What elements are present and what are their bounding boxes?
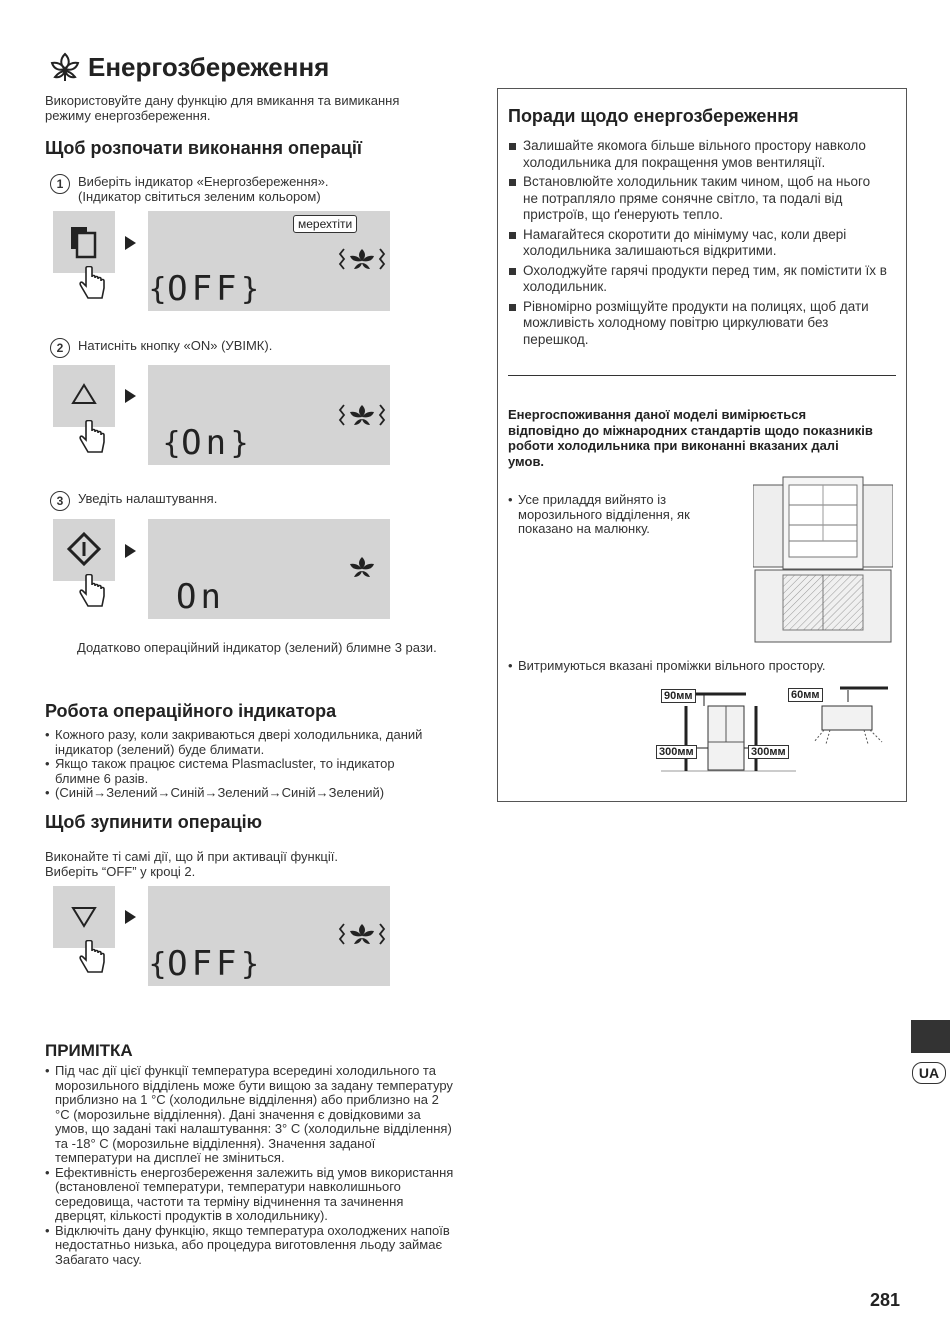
step-text: Натисніть кнопку «ON» (УВІМК). bbox=[78, 338, 273, 353]
list-item: Рівномірно розміщуйте продукти на полицях, щоб дати можливість холодному повітрю циркулювати без перешкод. bbox=[508, 299, 888, 349]
dim-right-label: 300мм bbox=[748, 745, 789, 759]
indicator-heading: Робота операційного індикатора bbox=[45, 701, 337, 721]
divider bbox=[508, 375, 896, 376]
hand-press-icon bbox=[78, 574, 108, 615]
step-text: Уведіть налаштування. bbox=[78, 491, 218, 506]
down-button[interactable] bbox=[53, 886, 115, 948]
stop-heading: Щоб зупинити операцію bbox=[45, 812, 263, 832]
list-item: Встановлюйте холодильник таким чином, щоб на нього не потрапляло пряме сонячне світло, та подалі від пристроїв, що ґенерують тепло. bbox=[508, 174, 888, 224]
consumption-text: Енергоспоживання даної моделі вимірюється відповідно до міжнародних стандартів щодо показників роботи холодильника при виконанні вказаних далі умов. bbox=[508, 407, 873, 469]
segment-readout bbox=[176, 577, 225, 617]
leaf-icon bbox=[48, 50, 82, 84]
tips-heading: Поради щодо енергозбереження bbox=[508, 106, 799, 126]
segment-readout: { OFF } bbox=[148, 944, 260, 984]
list-item: • Ефективність енергозбереження залежить від умов використання (встановленої температури, температури навколишнього середовища, частоти та терміну відчинення та зачинення дверцят, кількості продуктів в холодильнику). bbox=[45, 1166, 455, 1224]
hand-press-icon bbox=[78, 266, 108, 307]
list-item: • Відключіть дану функцію, якщо температура охолоджених напоїв недостатньо низька, або процедура виготовлення льоду займає Забагато часу. bbox=[45, 1224, 455, 1268]
up-triangle-icon bbox=[53, 365, 115, 427]
display-panel bbox=[148, 211, 390, 311]
leaf-icon bbox=[336, 399, 388, 433]
tips-box bbox=[497, 88, 907, 802]
segment-readout: { On } bbox=[162, 423, 250, 463]
step-2 bbox=[50, 338, 272, 358]
step-3 bbox=[50, 491, 217, 511]
hand-press-icon bbox=[78, 940, 108, 981]
section-tab bbox=[911, 1020, 950, 1053]
display-value: On bbox=[176, 577, 225, 617]
step3-note: Додатково операційний індикатор (зелений) блимне 3 рази. bbox=[77, 640, 437, 655]
note-heading: ПРИМІТКА bbox=[45, 1041, 133, 1060]
intro-text: Використовуйте дану функцію для вмикання та вимикання режиму енергозбереження. bbox=[45, 93, 400, 123]
step-number: 3 bbox=[50, 491, 70, 511]
list-item: Намагайтеся скоротити до мінімуму час, коли двері холодильника залишаються відкритими. bbox=[508, 227, 888, 260]
language-badge: UA bbox=[912, 1062, 946, 1084]
arrow-right-icon bbox=[125, 910, 136, 924]
display-panel bbox=[148, 519, 390, 619]
leaf-icon bbox=[336, 918, 388, 952]
list-item: Охолоджуйте гарячі продукти перед тим, як помістити їх в холодильник. bbox=[508, 263, 888, 296]
fridge-illustration bbox=[753, 475, 893, 645]
list-item: • Усе приладдя вийнято із морозильного відділення, як показано на малюнку. bbox=[508, 493, 718, 537]
step-1 bbox=[50, 174, 329, 204]
list-item: • Під час дії цієї функції температура всередині холодильного та морозильного відділень може бути вищою за задану температуру приблизно на 1 °C (холодильне відділення) або приблизно на 2 °C (морозильне відділення). Дані значення є довідковими за умов, що задані такі налаштування: 3° C (холодильне відділення) та -18° C (морозильне відділення). Значення заданої температури на дисплеї не зміниться. bbox=[45, 1064, 455, 1166]
step-text: (Індикатор світиться зеленим кольором) bbox=[78, 189, 321, 204]
condition-list-2 bbox=[508, 659, 888, 674]
dim-top-label: 90мм bbox=[661, 689, 696, 703]
leaf-icon bbox=[346, 555, 378, 585]
down-triangle-icon bbox=[53, 886, 115, 948]
up-button[interactable] bbox=[53, 365, 115, 427]
stop-text: Виберіть “OFF” у кроці 2. bbox=[45, 864, 196, 879]
list-item: • (Синій→Зелений→Синій→Зелений→Синій→Зелений) bbox=[45, 786, 435, 801]
diamond-enter-icon bbox=[53, 519, 115, 581]
tips-list bbox=[508, 138, 888, 351]
step-number: 1 bbox=[50, 174, 70, 194]
copy-button-icon bbox=[53, 211, 115, 273]
start-heading: Щоб розпочати виконання операції bbox=[45, 138, 362, 158]
note-list bbox=[45, 1064, 455, 1267]
enter-button[interactable] bbox=[53, 519, 115, 581]
display-value: OFF bbox=[167, 269, 241, 309]
select-indicator-button[interactable] bbox=[53, 211, 115, 273]
step-text: Виберіть індикатор «Енергозбереження». bbox=[78, 174, 329, 189]
display-panel bbox=[148, 886, 390, 986]
page-number: 281 bbox=[870, 1290, 901, 1310]
display-panel bbox=[148, 365, 390, 465]
list-item: • Якщо також працює система Plasmacluster, то індикатор блимне 6 разів. bbox=[45, 757, 435, 786]
page-title: Енергозбереження bbox=[88, 51, 330, 82]
leaf-icon bbox=[336, 243, 388, 277]
display-value: On bbox=[181, 423, 231, 463]
arrow-right-icon bbox=[125, 544, 136, 558]
page-title-row bbox=[48, 50, 329, 84]
dim-left-label: 300мм bbox=[656, 745, 697, 759]
condition-list-1 bbox=[508, 493, 718, 537]
list-item: Залишайте якомога більше вільного простору навколо холодильника для покращення умов вентиляції. bbox=[508, 138, 888, 171]
list-item: • Кожного разу, коли закриваються двері холодильника, даний індикатор (зелений) буде блимати. bbox=[45, 728, 435, 757]
arrow-right-icon bbox=[125, 236, 136, 250]
blink-label: мерехтіти bbox=[293, 215, 357, 233]
stop-text: Виконайте ті самі дії, що й при активації функції. bbox=[45, 849, 338, 864]
display-value: OFF bbox=[167, 944, 241, 984]
segment-readout: { OFF } bbox=[148, 269, 260, 309]
indicator-list bbox=[45, 728, 435, 801]
step-number: 2 bbox=[50, 338, 70, 358]
dim-top2-label: 60мм bbox=[788, 688, 823, 702]
hand-press-icon bbox=[78, 420, 108, 461]
arrow-right-icon bbox=[125, 389, 136, 403]
list-item: • Витримуються вказані проміжки вільного простору. bbox=[508, 659, 888, 674]
